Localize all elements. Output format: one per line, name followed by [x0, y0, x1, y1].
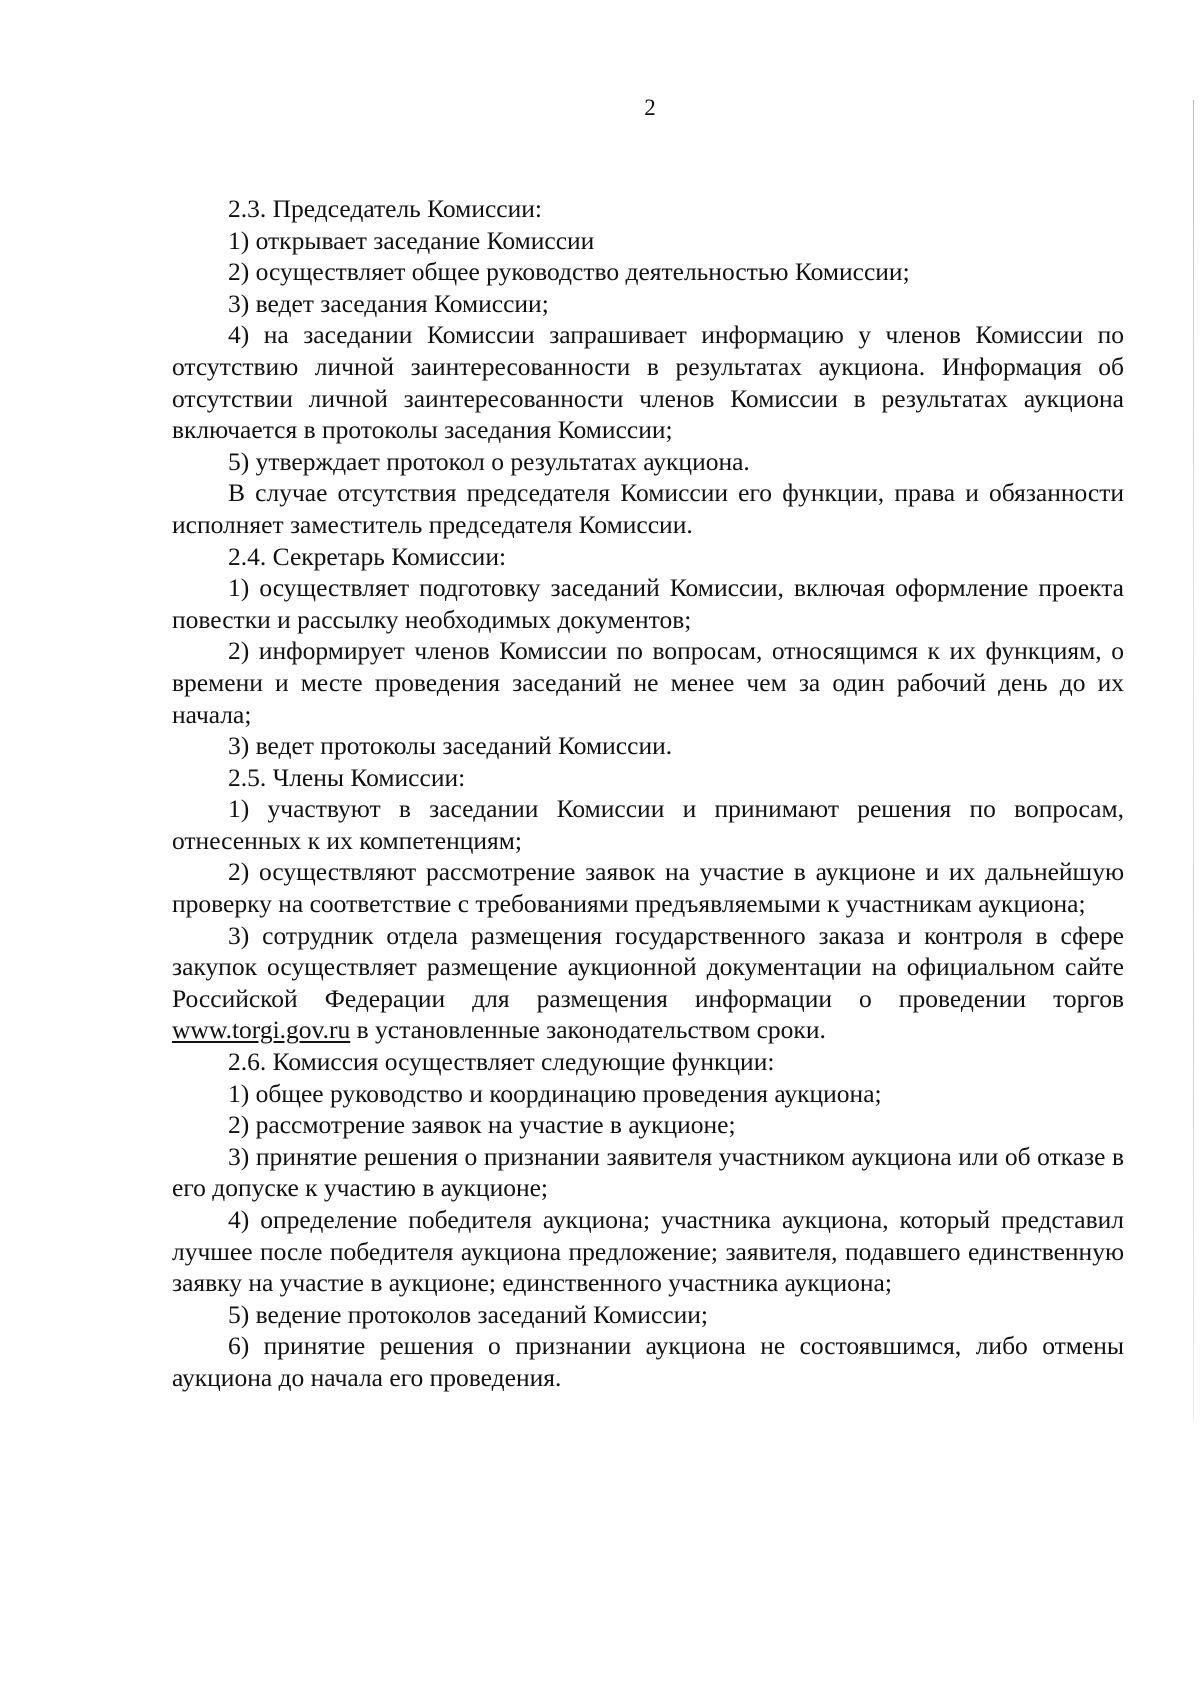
paragraph: 2.4. Секретарь Комиссии: — [228, 541, 507, 571]
paragraph: 1) общее руководство и координацию проведения аукциона; — [228, 1078, 882, 1108]
paragraph: 1) осуществляет подготовку заседаний Комиссии, включая оформление проекта повестки и рассылку необходимых документов; — [172, 573, 1124, 634]
scan-edge — [1193, 100, 1194, 1420]
paragraph: 3) принятие решения о признании заявителя участником аукциона или об отказе в его допуске к участию в аукционе; — [172, 1141, 1124, 1203]
paragraph-text: в установленные законодательством сроки. — [350, 1015, 826, 1045]
paragraph: 2) рассмотрение заявок на участие в аукционе; — [228, 1110, 736, 1140]
paragraph: 5) утверждает протокол о результатах аукциона. — [228, 446, 750, 476]
document-body — [172, 193, 1124, 1394]
paragraph: 2.5. Члены Комиссии: — [228, 762, 466, 792]
paragraph: 3) ведет заседания Комиссии; — [228, 288, 549, 318]
paragraph: 4) на заседании Комиссии запрашивает информацию у членов Комиссии по отсутствию личной заинтересованности в результатах аукциона. Информация об отсутствии личной заинтересованности членов Комиссии в результатах аукциона включается в протоколы заседания Комиссии; — [172, 320, 1124, 445]
paragraph: 2) осуществляют рассмотрение заявок на участие в аукционе и их дальнейшую проверку на соответствие с требованиями предъявляемыми к участникам аукциона; — [172, 857, 1124, 919]
paragraph: 5) ведение протоколов заседаний Комиссии; — [228, 1299, 708, 1329]
paragraph: 2) информирует членов Комиссии по вопросам, относящимся к их функциям, о времени и месте проведения заседаний не менее чем за один рабочий день до их начала; — [172, 636, 1124, 729]
paragraph: 1) открывает заседание Комиссии — [228, 225, 595, 255]
paragraph: 4) определение победителя аукциона; участника аукциона, который представил лучшее после победителя аукциона предложение; заявителя, подавшего единственную заявку на участие в аукционе; единственного участника аукциона; — [172, 1205, 1124, 1298]
paragraph: 6) принятие решения о признании аукциона не состоявшимся, либо отмены аукциона до начала его проведения. — [172, 1331, 1124, 1392]
paragraph-with-link — [172, 920, 1124, 1046]
paragraph: 1) участвуют в заседании Комиссии и принимают решения по вопросам, отнесенных к их компетенциям; — [172, 794, 1124, 855]
paragraph: В случае отсутствия председателя Комиссии его функции, права и обязанности исполняет заместитель председателя Комиссии. — [172, 478, 1124, 539]
page-number: 2 — [644, 95, 656, 120]
torgi-link[interactable]: www.torgi.gov.ru — [172, 1015, 351, 1045]
paragraph: 2.6. Комиссия осуществляет следующие функции: — [228, 1047, 775, 1077]
paragraph-text: 3) сотрудник отдела размещения государственного заказа и контроля в сфере закупок осуществляет размещение аукционной документации на официальном сайте Российской Федерации для размещения информации о проведении торгов — [172, 920, 1124, 1013]
paragraph: 3) ведет протоколы заседаний Комиссии. — [228, 731, 673, 761]
paragraph: 2.3. Председатель Комиссии: — [228, 194, 542, 223]
paragraph: 2) осуществляет общее руководство деятельностью Комиссии; — [228, 257, 910, 287]
